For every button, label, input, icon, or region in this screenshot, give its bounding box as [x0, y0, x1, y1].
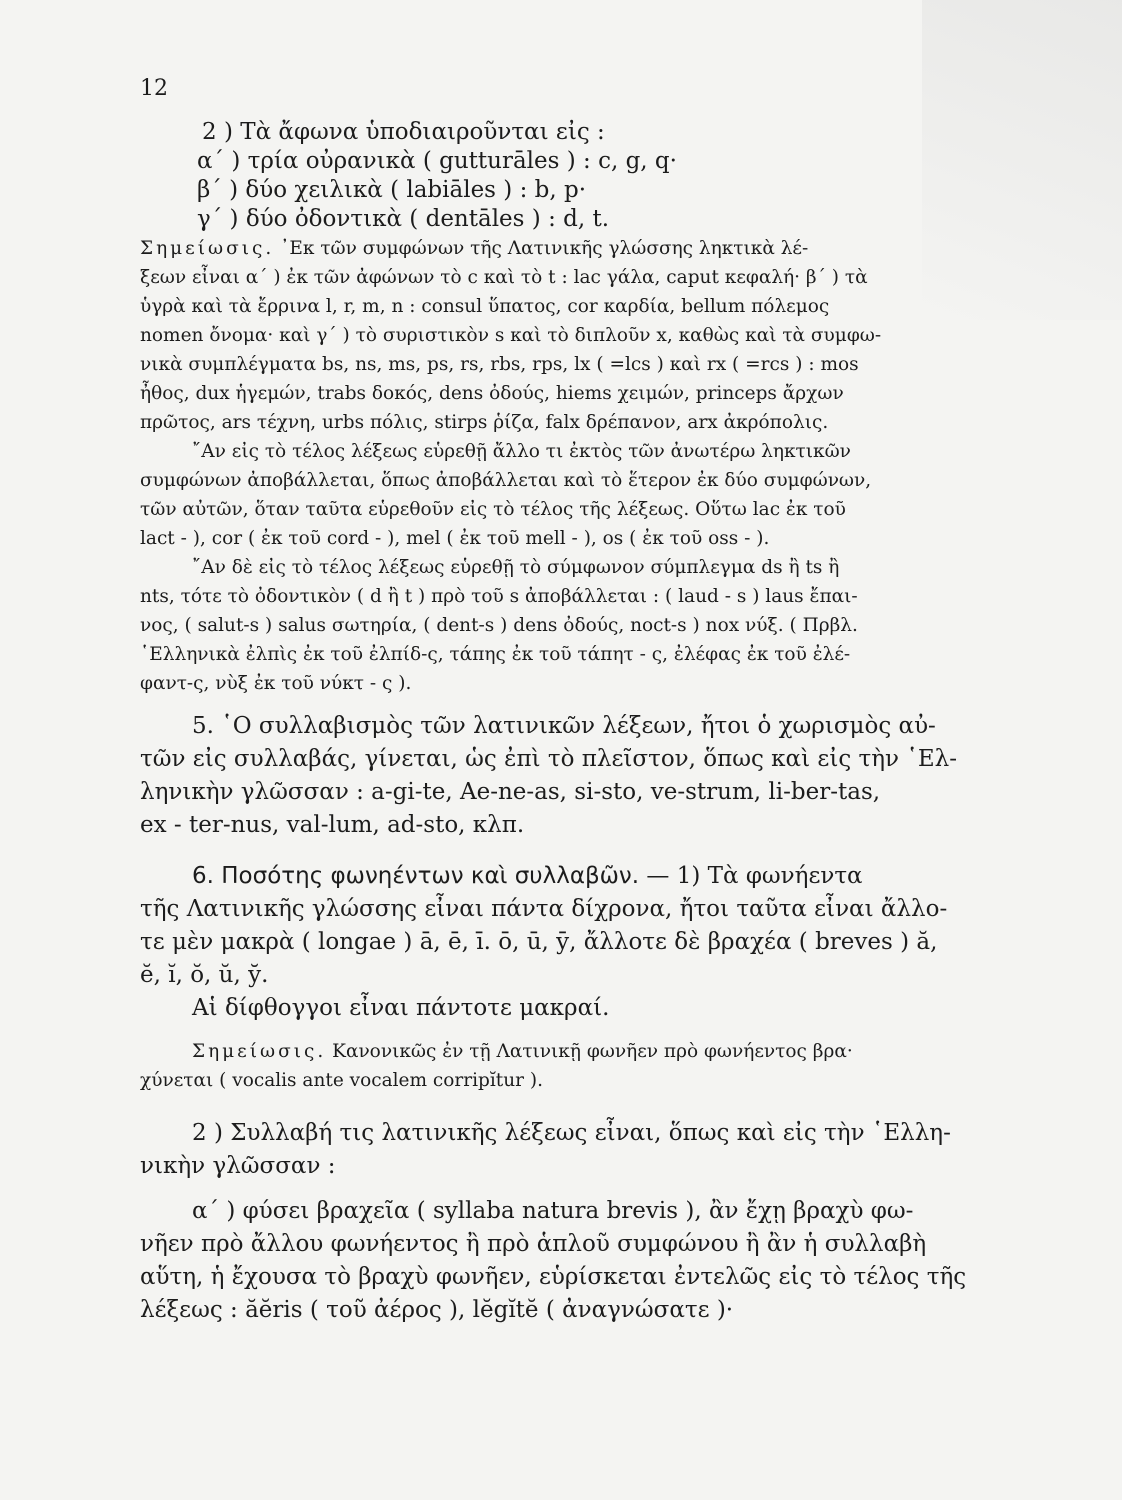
short-syllable-line: λέξεως : ăĕris ( τοῦ ἀέρος ), lĕgĭtĕ ( ἀναγνώσατε )· — [140, 1297, 734, 1323]
syllabification-line: 5. ῾Ο συλλαβισμὸς τῶν λατινικῶν λέξεων, ἤτοι ὁ χωρισμὸς αὐ- — [192, 713, 936, 739]
note-line: ἦθος, dux ἡγεμών, trabs δοκός, dens ὀδούς, hiems χειμών, princeps ἄρχων — [140, 383, 844, 404]
note-line: ῎Αν δὲ εἰς τὸ τέλος λέξεως εὑρεθῇ τὸ σύμφωνον σύμπλεγμα ds ἢ ts ἢ — [192, 557, 840, 578]
quantity-line: ĕ, ĭ, ŏ, ŭ, y̆. — [140, 962, 269, 988]
note-line: φαντ-ς, νὺξ ἐκ τοῦ νύκτ - ς ). — [140, 673, 412, 694]
consonant-item: γ΄ ) δύο ὀδοντικὰ ( dentāles ) : d, t. — [197, 206, 610, 232]
consonant-item: α΄ ) τρία οὐρανικὰ ( gutturāles ) : c, g, q· — [197, 148, 677, 174]
syllabification-line: τῶν εἰς συλλαβάς, γίνεται, ὡς ἐπὶ τὸ πλεῖστον, ὅπως καὶ εἰς τὴν ῾Ελ- — [140, 746, 957, 772]
note-line: ὑγρὰ καὶ τὰ ἔρρινα l, r, m, n : consul ὕπατος, cor καρδία, bellum πόλεμος — [140, 296, 830, 317]
note-line: συμφώνων ἀποβάλλεται, ὅπως ἀποβάλλεται καὶ τὸ ἕτερον ἐκ δύο συμφώνων, — [140, 470, 872, 491]
note-line: ῎Αν εἰς τὸ τέλος λέξεως εὑρεθῇ ἄλλο τι ἐκτὸς τῶν ἀνωτέρω ληκτικῶν — [192, 441, 851, 462]
note-line: Σημείωσις. ᾿Εκ τῶν συμφώνων τῆς Λατινικῆς γλώσσης ληκτικὰ λέ- — [140, 238, 809, 259]
note-label: Σημείωσις. — [192, 1041, 327, 1062]
syllabification-line: ex - ter-nus, val-lum, ad-sto, κλπ. — [140, 812, 525, 838]
note-line: ξεων εἶναι α΄ ) ἐκ τῶν ἀφώνων τὸ c καὶ τὸ t : lac γάλα, caput κεφαλή· β΄ ) τὰ — [140, 267, 868, 288]
quantity-line: τῆς Λατινικῆς γλώσσης εἶναι πάντα δίχρονα, ἤτοι ταῦτα εἶναι ἄλλο- — [140, 896, 948, 922]
note-line: τῶν αὐτῶν, ὅταν ταῦτα εὑρεθοῦν εἰς τὸ τέλος τῆς λέξεως. Οὕτω lac ἐκ τοῦ — [140, 499, 846, 520]
note-line: nts, τότε τὸ ὀδοντικὸν ( d ἢ t ) πρὸ τοῦ s ἀποβάλλεται : ( laud - s ) laus ἔπαι- — [140, 586, 858, 607]
note-line: nomen ὄνομα· καὶ γ΄ ) τὸ συριστικὸν s καὶ τὸ διπλοῦν x, καθὼς καὶ τὰ συμφω- — [140, 325, 882, 346]
vowels-intro: 2 ) Τὰ ἄφωνα ὑποδιαιροῦνται εἰς : — [202, 119, 605, 145]
quantity-line: τε μὲν μακρὰ ( longae ) ā, ē, ī. ō, ū, ȳ, ἄλλοτε δὲ βραχέα ( breves ) ă, — [140, 929, 938, 955]
syllabification-line: ληνικὴν γλῶσσαν : a-gi-te, Ae-ne-as, si-sto, ve-strum, li-ber-tas, — [140, 779, 881, 805]
diphthongs-line: Αἱ δίφθογγοι εἶναι πάντοτε μακραί. — [192, 995, 610, 1021]
page-body — [140, 118, 966, 1327]
note-line: πρῶτος, ars τέχνη, urbs πόλις, stirps ῥίζα, falx δρέπανον, arx ἀκρόπολις. — [140, 412, 829, 433]
quantity-heading-line: 6. Ποσότης φωνηέντων καὶ συλλαβῶν. — 1) Τὰ φωνήεντα — [192, 863, 863, 889]
page-number: 12 — [140, 76, 168, 101]
note-label: Σημείωσις. — [140, 238, 275, 259]
note-line: Σημείωσις. Κανονικῶς ἐν τῇ Λατινικῇ φωνῆεν πρὸ φωνήεντος βρα· — [192, 1041, 853, 1062]
note-line: νικὰ συμπλέγματα bs, ns, ms, ps, rs, rbs, rps, lx ( =lcs ) καὶ rx ( =rcs ) : mos — [140, 354, 859, 375]
note-line: ῾Ελληνικὰ ἐλπὶς ἐκ τοῦ ἐλπίδ-ς, τάπης ἐκ τοῦ τάπητ - ς, ἐλέφας ἐκ τοῦ ἐλέ- — [140, 644, 851, 665]
note-line: νος, ( salut-s ) salus σωτηρία, ( dent-s ) dens ὀδούς, noct-s ) nox νύξ. ( Πρβλ. — [140, 615, 858, 636]
consonant-item: β΄ ) δύο χειλικὰ ( labiāles ) : b, p· — [197, 177, 587, 203]
short-syllable-line: α΄ ) φύσει βραχεῖα ( syllaba natura brevis ), ἂν ἔχῃ βραχὺ φω- — [192, 1198, 914, 1224]
section-heading: 6. Ποσότης φωνηέντων καὶ συλλαβῶν. — [192, 863, 640, 889]
syllable-line: 2 ) Συλλαβή τις λατινικῆς λέξεως εἶναι, ὅπως καὶ εἰς τὴν ῾Ελλη- — [192, 1120, 951, 1146]
note-line: lact - ), cor ( ἐκ τοῦ cord - ), mel ( ἐκ τοῦ mell - ), os ( ἐκ τοῦ oss - ). — [140, 528, 770, 549]
note-line: χύνεται ( vocalis ante vocalem corripĭtur ). — [140, 1070, 543, 1091]
short-syllable-line: αὕτη, ἡ ἔχουσα τὸ βραχὺ φωνῆεν, εὑρίσκεται ἐντελῶς εἰς τὸ τέλος τῆς — [140, 1264, 966, 1290]
syllable-line: νικὴν γλῶσσαν : — [140, 1153, 336, 1179]
short-syllable-line: νῆεν πρὸ ἄλλου φωνήεντος ἢ πρὸ ἁπλοῦ συμφώνου ἢ ἂν ἡ συλλαβὴ — [140, 1231, 927, 1257]
